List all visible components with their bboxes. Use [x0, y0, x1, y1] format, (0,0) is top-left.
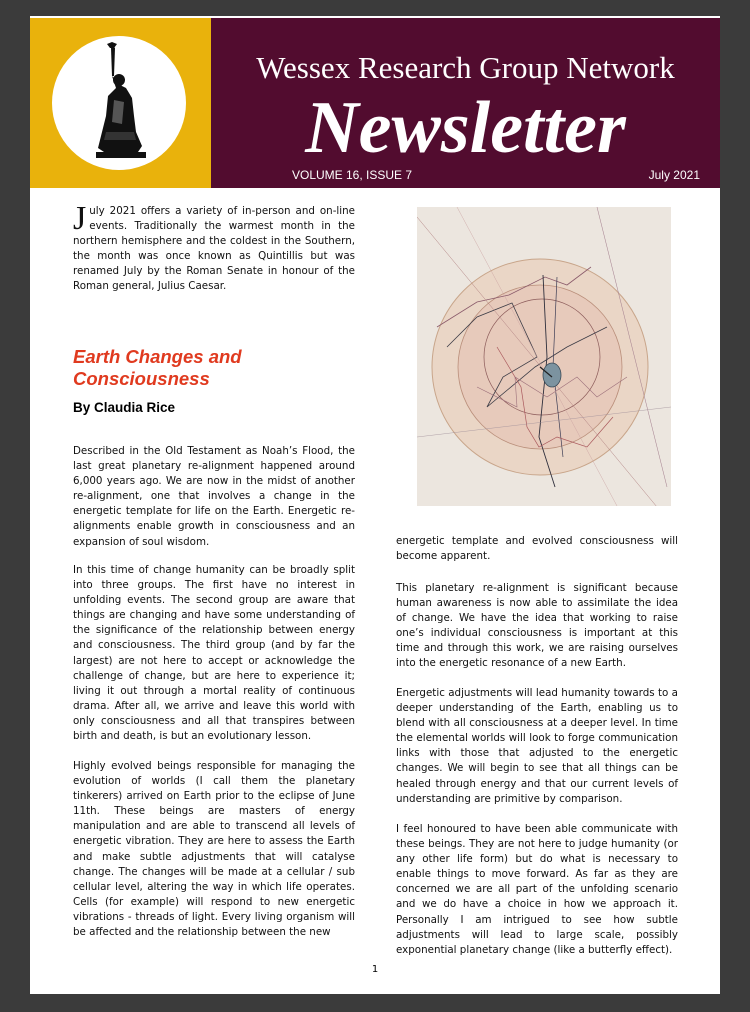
article-paragraph-6: Energetic adjustments will lead humanity towards to a deeper understanding of the Earth, enabling us to blend with all consciousness at a deeper level. In time the elemental worlds will look to forge communication links with those that adjusted to the energetic changes. We will begin to see that all things can be healed through energy and that our current levels of understanding are primitive by comparison. — [396, 687, 678, 805]
newsletter-page — [30, 16, 720, 994]
issue-label: VOLUME 16, ISSUE 7 — [292, 168, 413, 182]
article-paragraph-5: This planetary re-alignment is significant because human awareness is now able to assimilate the idea of change. We have the idea that working to raise one’s individual consciousness is important at this time and through this work, we are raising ourselves into the energetic resonance of a new Earth. — [396, 582, 678, 670]
article-paragraph-2: In this time of change humanity can be broadly split into three groups. The first have no interest in unfolding events. The second group are aware that things are changing and have some understanding of the significance of the relationship between energy and consciousness. The third group (and by far the largest) are not here to accept or acknowledge the challenge of change, but are here to experience it; living it out through a mortal reality of continuous drama. After all, we arrive and leave this world with only consciousness and all that transpires between birth and death, is but an evolutionary lesson. — [73, 564, 355, 743]
article-title: Earth Changes and Consciousness — [73, 346, 242, 389]
article-paragraph-3: Highly evolved beings responsible for managing the evolution of worlds (I call them the planetary tinkerers) arrived on Earth prior to the eclipse of June 11th. These beings are masters of energy manipulation and are able to transcend all levels of energetic vibration. They are here to assess the Earth and make subtle adjustments that will catalyse change. The changes will be made at a cellular / sub cellular level, altering the way in which life operates. Cells (for example) will respond to new energetic vibrations - threads of light. Every living organism will be affected and the relationship between the new — [73, 760, 355, 939]
issue-date: July 2021 — [648, 168, 700, 182]
statue-logo — [52, 36, 186, 170]
article-paragraph-7: I feel honoured to have been able communicate with these beings. They are not here to judge humanity (or any other life form) but do what is necessary to enable things to move forward. As far as they are concerned we are all part of the unfolding scenario and we do have a choice in how we approach it. Personally I am intrigued to see how subtle adjustments will lead to large scale, possibly exponential planetary change (like a butterfly effect). — [396, 823, 678, 956]
drop-cap: J — [73, 200, 87, 237]
artwork-image — [417, 207, 671, 506]
intro-text: uly 2021 offers a variety of in-person and on-line events. Traditionally the warmest month in the northern hemisphere and the coldest in the Southern, the month was once known as Quintillis but was renamed July by the Roman Senate in honour of the Roman general, Julius Caesar. — [73, 205, 355, 293]
intro-paragraph — [73, 200, 355, 295]
logo-panel — [30, 18, 211, 188]
page-number: 1 — [371, 964, 379, 975]
article-paragraph-4: energetic template and evolved consciousness will become apparent. — [396, 535, 678, 563]
newsletter-title: Newsletter — [305, 87, 626, 169]
geometric-artwork — [417, 207, 671, 506]
masthead — [211, 18, 720, 188]
article-paragraph-1: Described in the Old Testament as Noah’s Flood, the last great planetary re-alignment happened around 6,000 years ago. We are now in the midst of another re-alignment, one that involves a change in the energetic template for life on the Earth. Energetic re-alignments enable growth in consciousness and an expansion of soul wisdom. — [73, 445, 355, 548]
article-byline: By Claudia Rice — [73, 400, 176, 415]
org-name: Wessex Research Group Network — [256, 50, 675, 85]
statue-icon — [52, 36, 186, 170]
